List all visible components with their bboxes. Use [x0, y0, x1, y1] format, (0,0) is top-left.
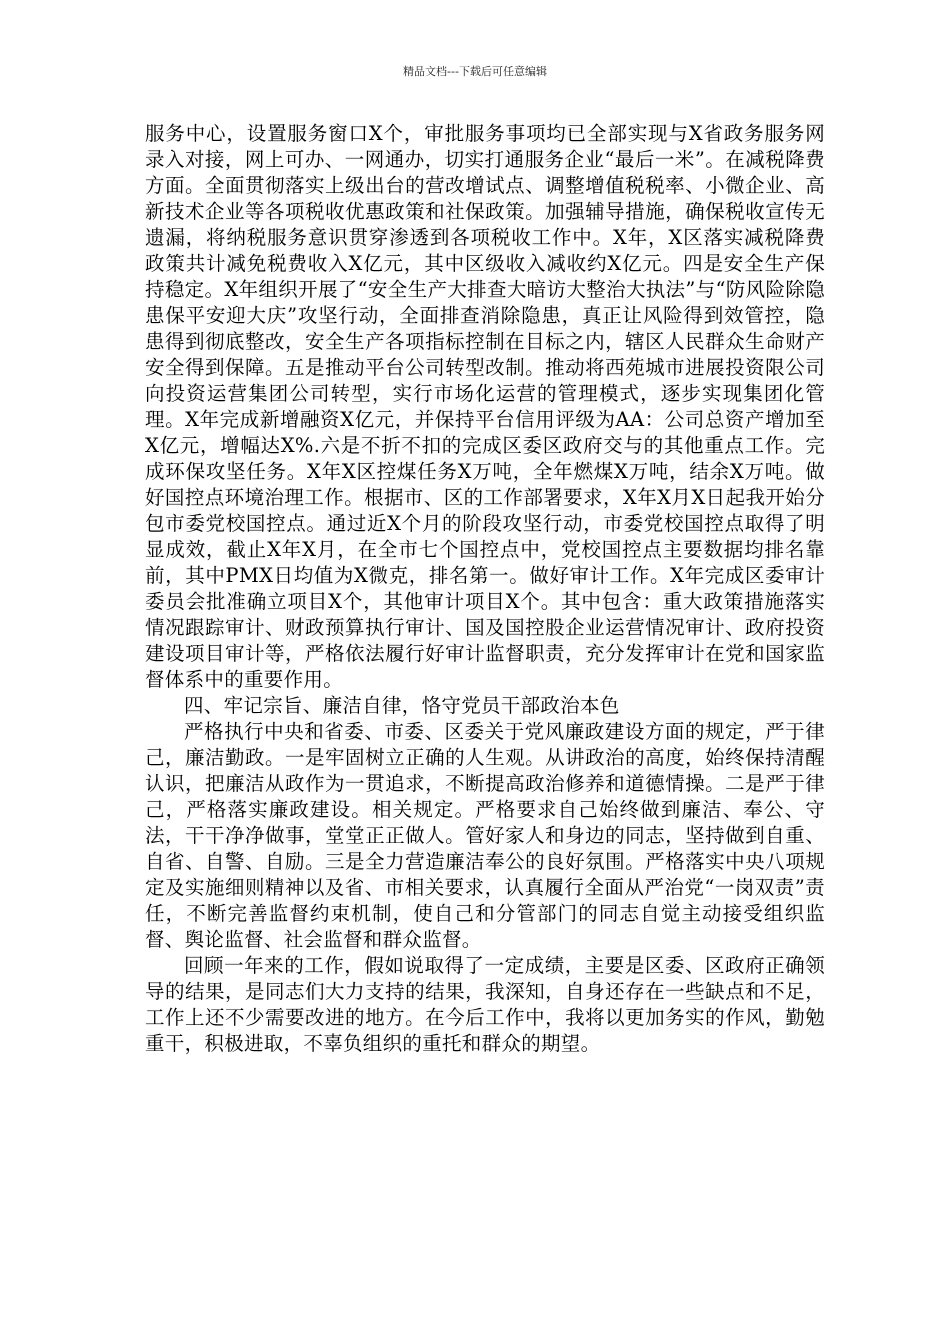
paragraph-conclusion: 回顾一年来的工作，假如说取得了一定成绩，主要是区委、区政府正确领导的结果，是同志们大力支持的结果，我深知，自身还存在一些缺点和不足，工作上还不少需要改进的地方。在今后工作中，我将以更加务实的作风，勤勉重干，积极进取，不辜负组织的重托和群众的期望。 — [145, 954, 825, 1055]
document-body — [145, 121, 825, 1057]
section-heading-four: 四、牢记宗旨、廉洁自律，恪守党员干部政治本色 — [184, 694, 620, 717]
paragraph-integrity: 严格执行中央和省委、市委、区委关于党风廉政建设方面的规定，严于律己，廉洁勤政。一是牢固树立正确的人生观。从讲政治的高度，始终保持清醒认识，把廉洁从政作为一贯追求，不断提高政治修养和道德情操。二是严于律己，严格落实廉政建设。相关规定。严格要求自己始终做到廉洁、奉公、守法，干干净净做事，堂堂正正做人。管好家人和身边的同志，坚持做到自重、自省、自警、自励。三是全力营造廉洁奉公的良好氛围。严格落实中央八项规定及实施细则精神以及省、市相关要求，认真履行全面从严治党“一岗双责”责任，不断完善监督约束机制，使自己和分管部门的同志自觉主动接受组织监督、舆论监督、社会监督和群众监督。 — [145, 720, 825, 951]
page-header: 精品文档---下载后可任意编辑 — [403, 65, 547, 78]
paragraph-continuation: 服务中心，设置服务窗口X个，审批服务事项均已全部实现与X省政务服务网录入对接，网上可办、一网通办，切实打通服务企业“最后一米”。在减税降费方面。全面贯彻落实上级出台的营改增试点、调整增值税税率、小微企业、高新技术企业等各项税收优惠政策和社保政策。加强辅导措施，确保税收宣传无遗漏，将纳税服务意识贯穿渗透到各项税收工作中。X年，X区落实减税降费政策共计减免税费收入X亿元，其中区级收入减收约X亿元。四是安全生产保持稳定。X年组织开展了“安全生产大排查大暗访大整治大执法”与“防风险除隐患保平安迎大庆”攻坚行动，全面排查消除隐患，真正让风险得到效管控，隐患得到彻底整改，安全生产各项指标控制在目标之内，辖区人民群众生命财产安全得到保障。五是推动平台公司转型改制。推动将西苑城市进展投资限公司向投资运营集团公司转型，实行市场化运营的管理模式，逐步实现集团化管理。X年完成新增融资X亿元，并保持平台信用评级为AA：公司总资产增加至X亿元，增幅达X%.六是不折不扣的完成区委区政府交与的其他重点工作。完成环保攻坚任务。X年X区控煤任务X万吨，全年燃煤X万吨，结余X万吨。做好国控点环境治理工作。根据市、区的工作部署要求，X年X月X日起我开始分包市委党校国控点。通过近X个月的阶段攻坚行动，市委党校国控点取得了明显成效，截止X年X月，在全市七个国控点中，党校国控点主要数据均排名靠前，其中PMX日均值为X微克，排名第一。做好审计工作。X年完成区委审计委员会批准确立项目X个，其他审计项目X个。其中包含：重大政策措施落实情况跟踪审计、财政预算执行审计、国及国控股企业运营情况审计、政府投资建设项目审计等，严格依法履行好审计监督职责，充分发挥审计在党和国家监督体系中的重要作用。 — [145, 122, 825, 691]
